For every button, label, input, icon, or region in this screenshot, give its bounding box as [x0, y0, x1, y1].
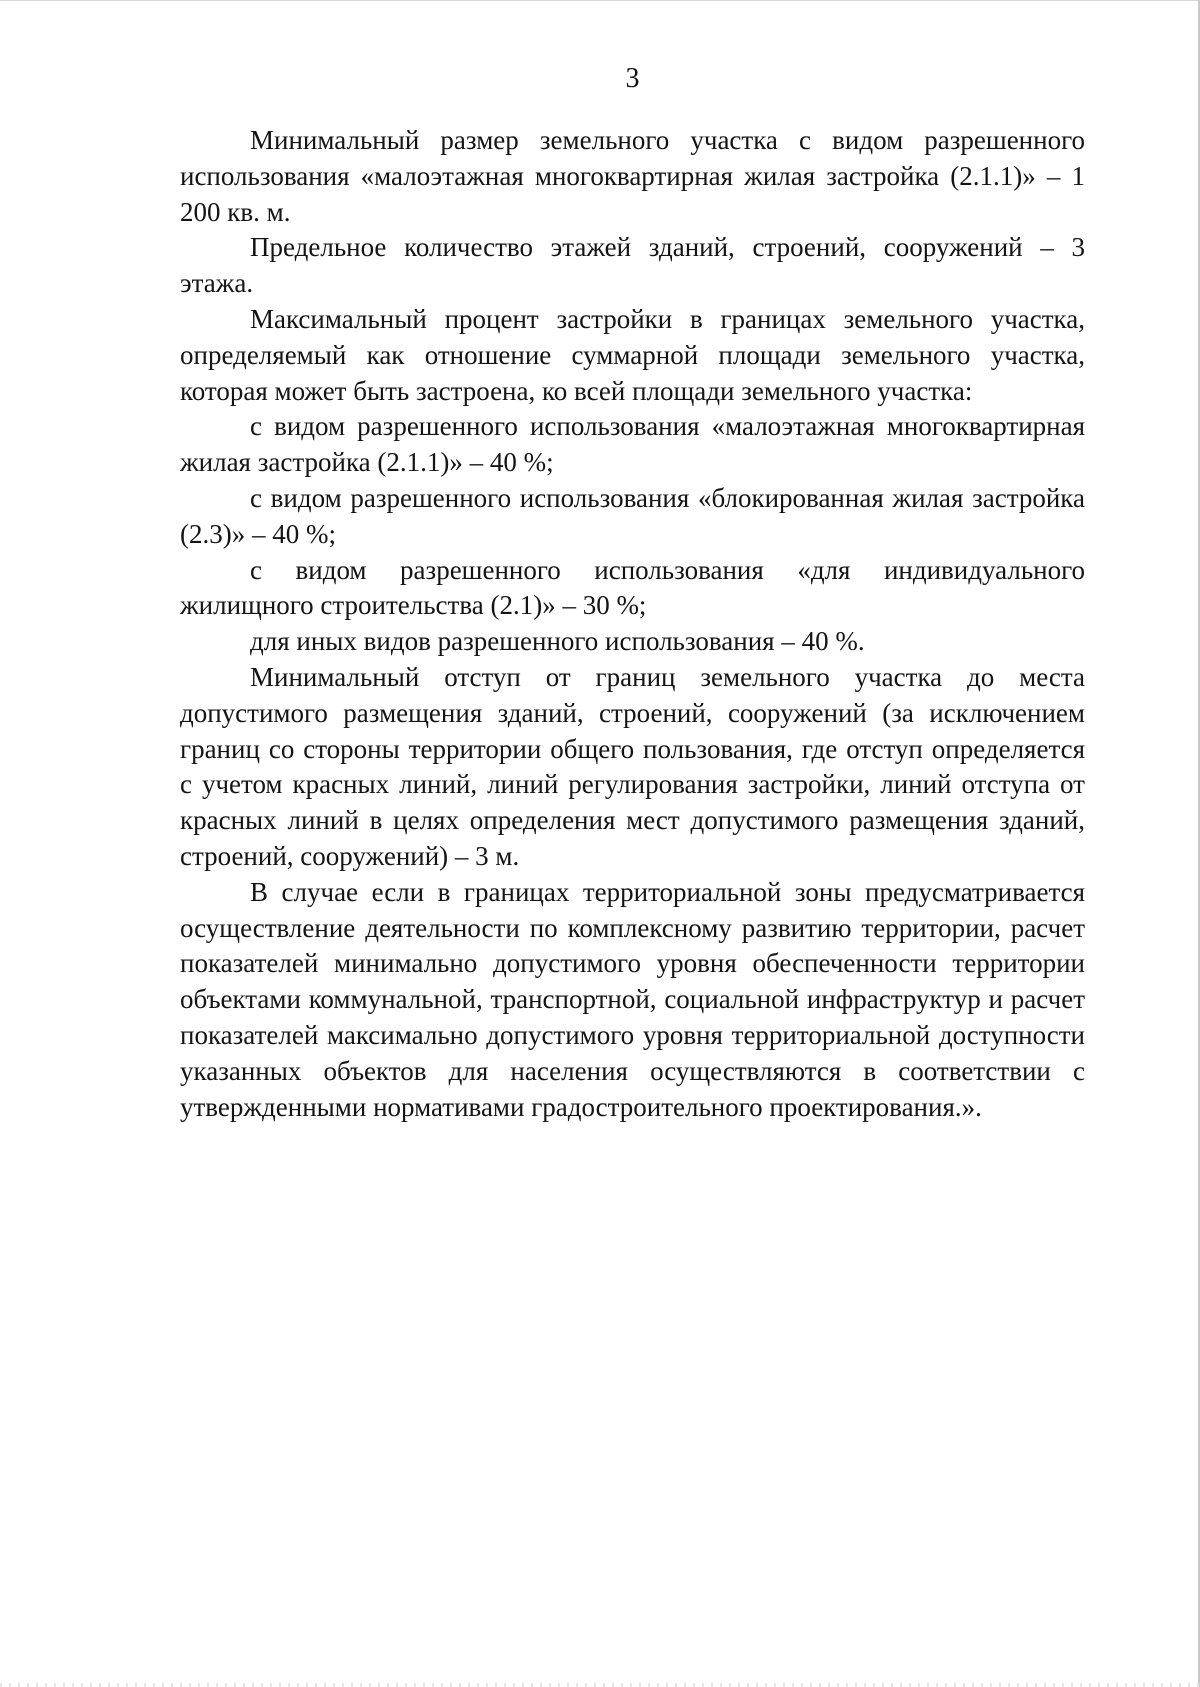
- paragraph-complex-development: В случае если в границах территориальной зоны предусматривается осуществление деятельности по комплексному развитию территории, расчет показателей минимально допустимого уровня обеспеченности территории объектами коммунальной, транспортной, социальной инфраструктур и расчет показателей максимально допустимого уровня территориальной доступности указанных объектов для населения осуществляются в соответствии с утвержденными нормативами градостроительного проектирования.».: [180, 876, 1085, 1122]
- paragraph-min-setback: Минимальный отступ от границ земельного участка до места допустимого размещения зданий, строений, сооружений (за исключением границ со стороны территории общего пользования, где отступ определяется с учетом красных линий, линий регулирования застройки, линий отступа от красных линий в целях определения мест допустимого размещения зданий, строений, сооружений) – 3 м.: [180, 661, 1085, 871]
- paragraph-coverage-blocked: с видом разрешенного использования «блокированная жилая застройка (2.3)» – 40 %;: [180, 482, 1085, 549]
- document-body: [180, 123, 1085, 1125]
- paragraph-max-coverage-intro: Максимальный процент застройки в границах земельного участка, определяемый как отношение суммарной площади земельного участка, которая может быть застроена, ко всей площади земельного участка:: [180, 303, 1085, 406]
- paragraph-coverage-individual: с видом разрешенного использования «для индивидуального жилищного строительства (2.1)» – 30 %;: [180, 554, 1085, 621]
- paragraph-coverage-other: для иных видов разрешенного использования – 40 %.: [250, 626, 865, 657]
- scan-edge-artifact: [0, 1683, 1200, 1687]
- paragraph-coverage-multiapartment: с видом разрешенного использования «малоэтажная многоквартирная жилая застройка (2.1.1)» – 40 %;: [180, 411, 1085, 478]
- paragraph-floor-limit: Предельное количество этажей зданий, строений, сооружений – 3 этажа.: [180, 232, 1085, 299]
- page-number: 3: [625, 63, 640, 94]
- paragraph-min-plot-size: Минимальный размер земельного участка с видом разрешенного использования «малоэтажная многоквартирная жилая застройка (2.1.1)» – 1 200 кв. м.: [180, 125, 1085, 227]
